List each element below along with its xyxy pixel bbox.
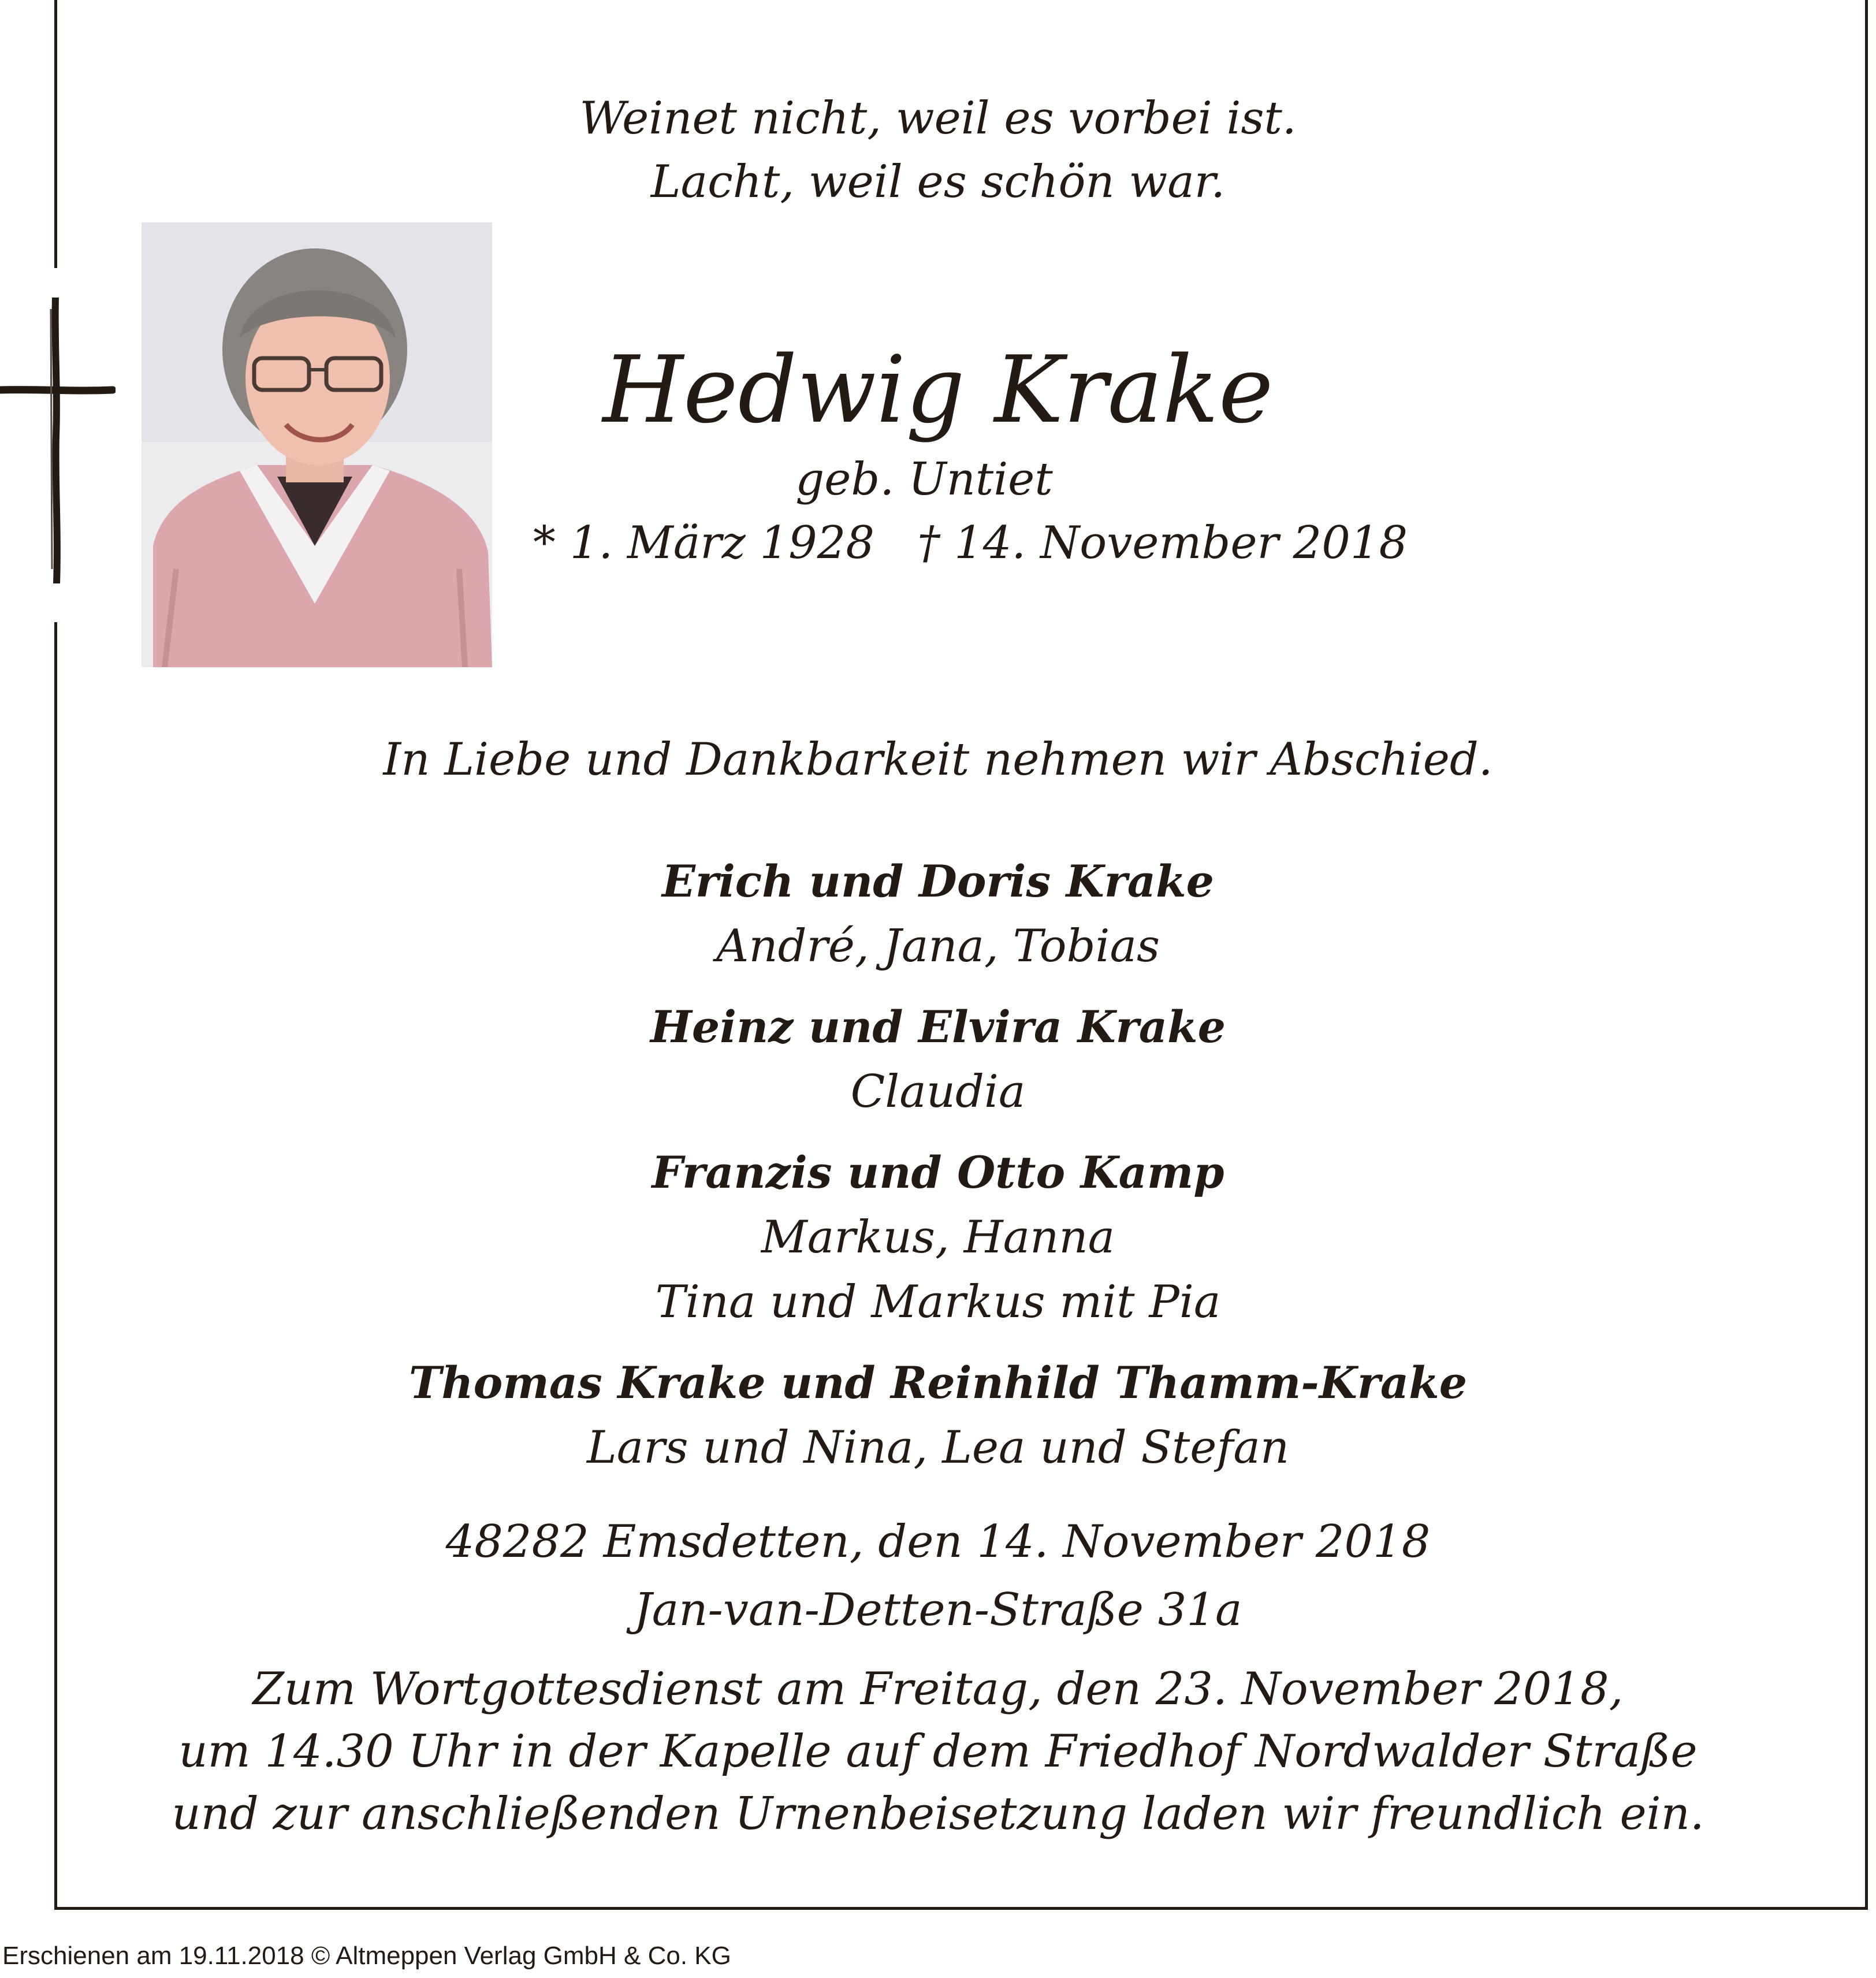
service-line-2: um 14.30 Uhr in der Kapelle auf dem Friedhof Nordwalder Straße (178, 1726, 1698, 1778)
family-group (0, 995, 1876, 1124)
family-members: André, Jana, Tobias (716, 920, 1160, 972)
place-line-2: Jan-van-Detten-Straße 31a (634, 1584, 1242, 1636)
family-head: Thomas Krake und Reinhild Thamm-Krake (408, 1357, 1468, 1408)
motto-line-2: Lacht, weil es schön war. (650, 156, 1226, 208)
family-members: Tina und Markus mit Pia (655, 1276, 1221, 1328)
motto-line-1: Weinet nicht, weil es vorbei ist. (579, 92, 1297, 144)
publication-footer: Erschienen am 19.11.2018 © Altmeppen Verlag GmbH & Co. KG (2, 1942, 731, 1970)
family-head: Franzis und Otto Kamp (652, 1147, 1224, 1198)
family-list (0, 849, 1876, 1496)
family-members: Markus, Hanna (761, 1211, 1115, 1263)
service-line-1: Zum Wortgottesdienst am Freitag, den 23. November 2018, (252, 1663, 1624, 1715)
deceased-name: Hedwig Krake (602, 336, 1274, 444)
family-members: Claudia (850, 1066, 1026, 1118)
family-head: Heinz und Elvira Krake (650, 1001, 1226, 1053)
service-line-3: und zur anschließenden Urnenbeisetzung laden wir freundlich ein. (172, 1788, 1704, 1840)
family-members: Lars und Nina, Lea und Stefan (586, 1422, 1290, 1474)
family-group (0, 1140, 1876, 1334)
life-dates: * 1. März 1928 † 14. November 2018 (533, 517, 1408, 569)
family-head: Erich und Doris Krake (661, 856, 1215, 907)
family-group (0, 849, 1876, 979)
place-date (0, 1508, 1876, 1644)
family-group (0, 1351, 1876, 1480)
portrait-photo (142, 222, 492, 667)
service-invitation (0, 1658, 1876, 1845)
birth-name: geb. Untiet (795, 453, 1053, 505)
farewell-line: In Liebe und Dankbarkeit nehmen wir Abschied. (383, 734, 1493, 786)
motto (0, 87, 1876, 214)
place-line-1: 48282 Emsdetten, den 14. November 2018 (445, 1516, 1431, 1568)
